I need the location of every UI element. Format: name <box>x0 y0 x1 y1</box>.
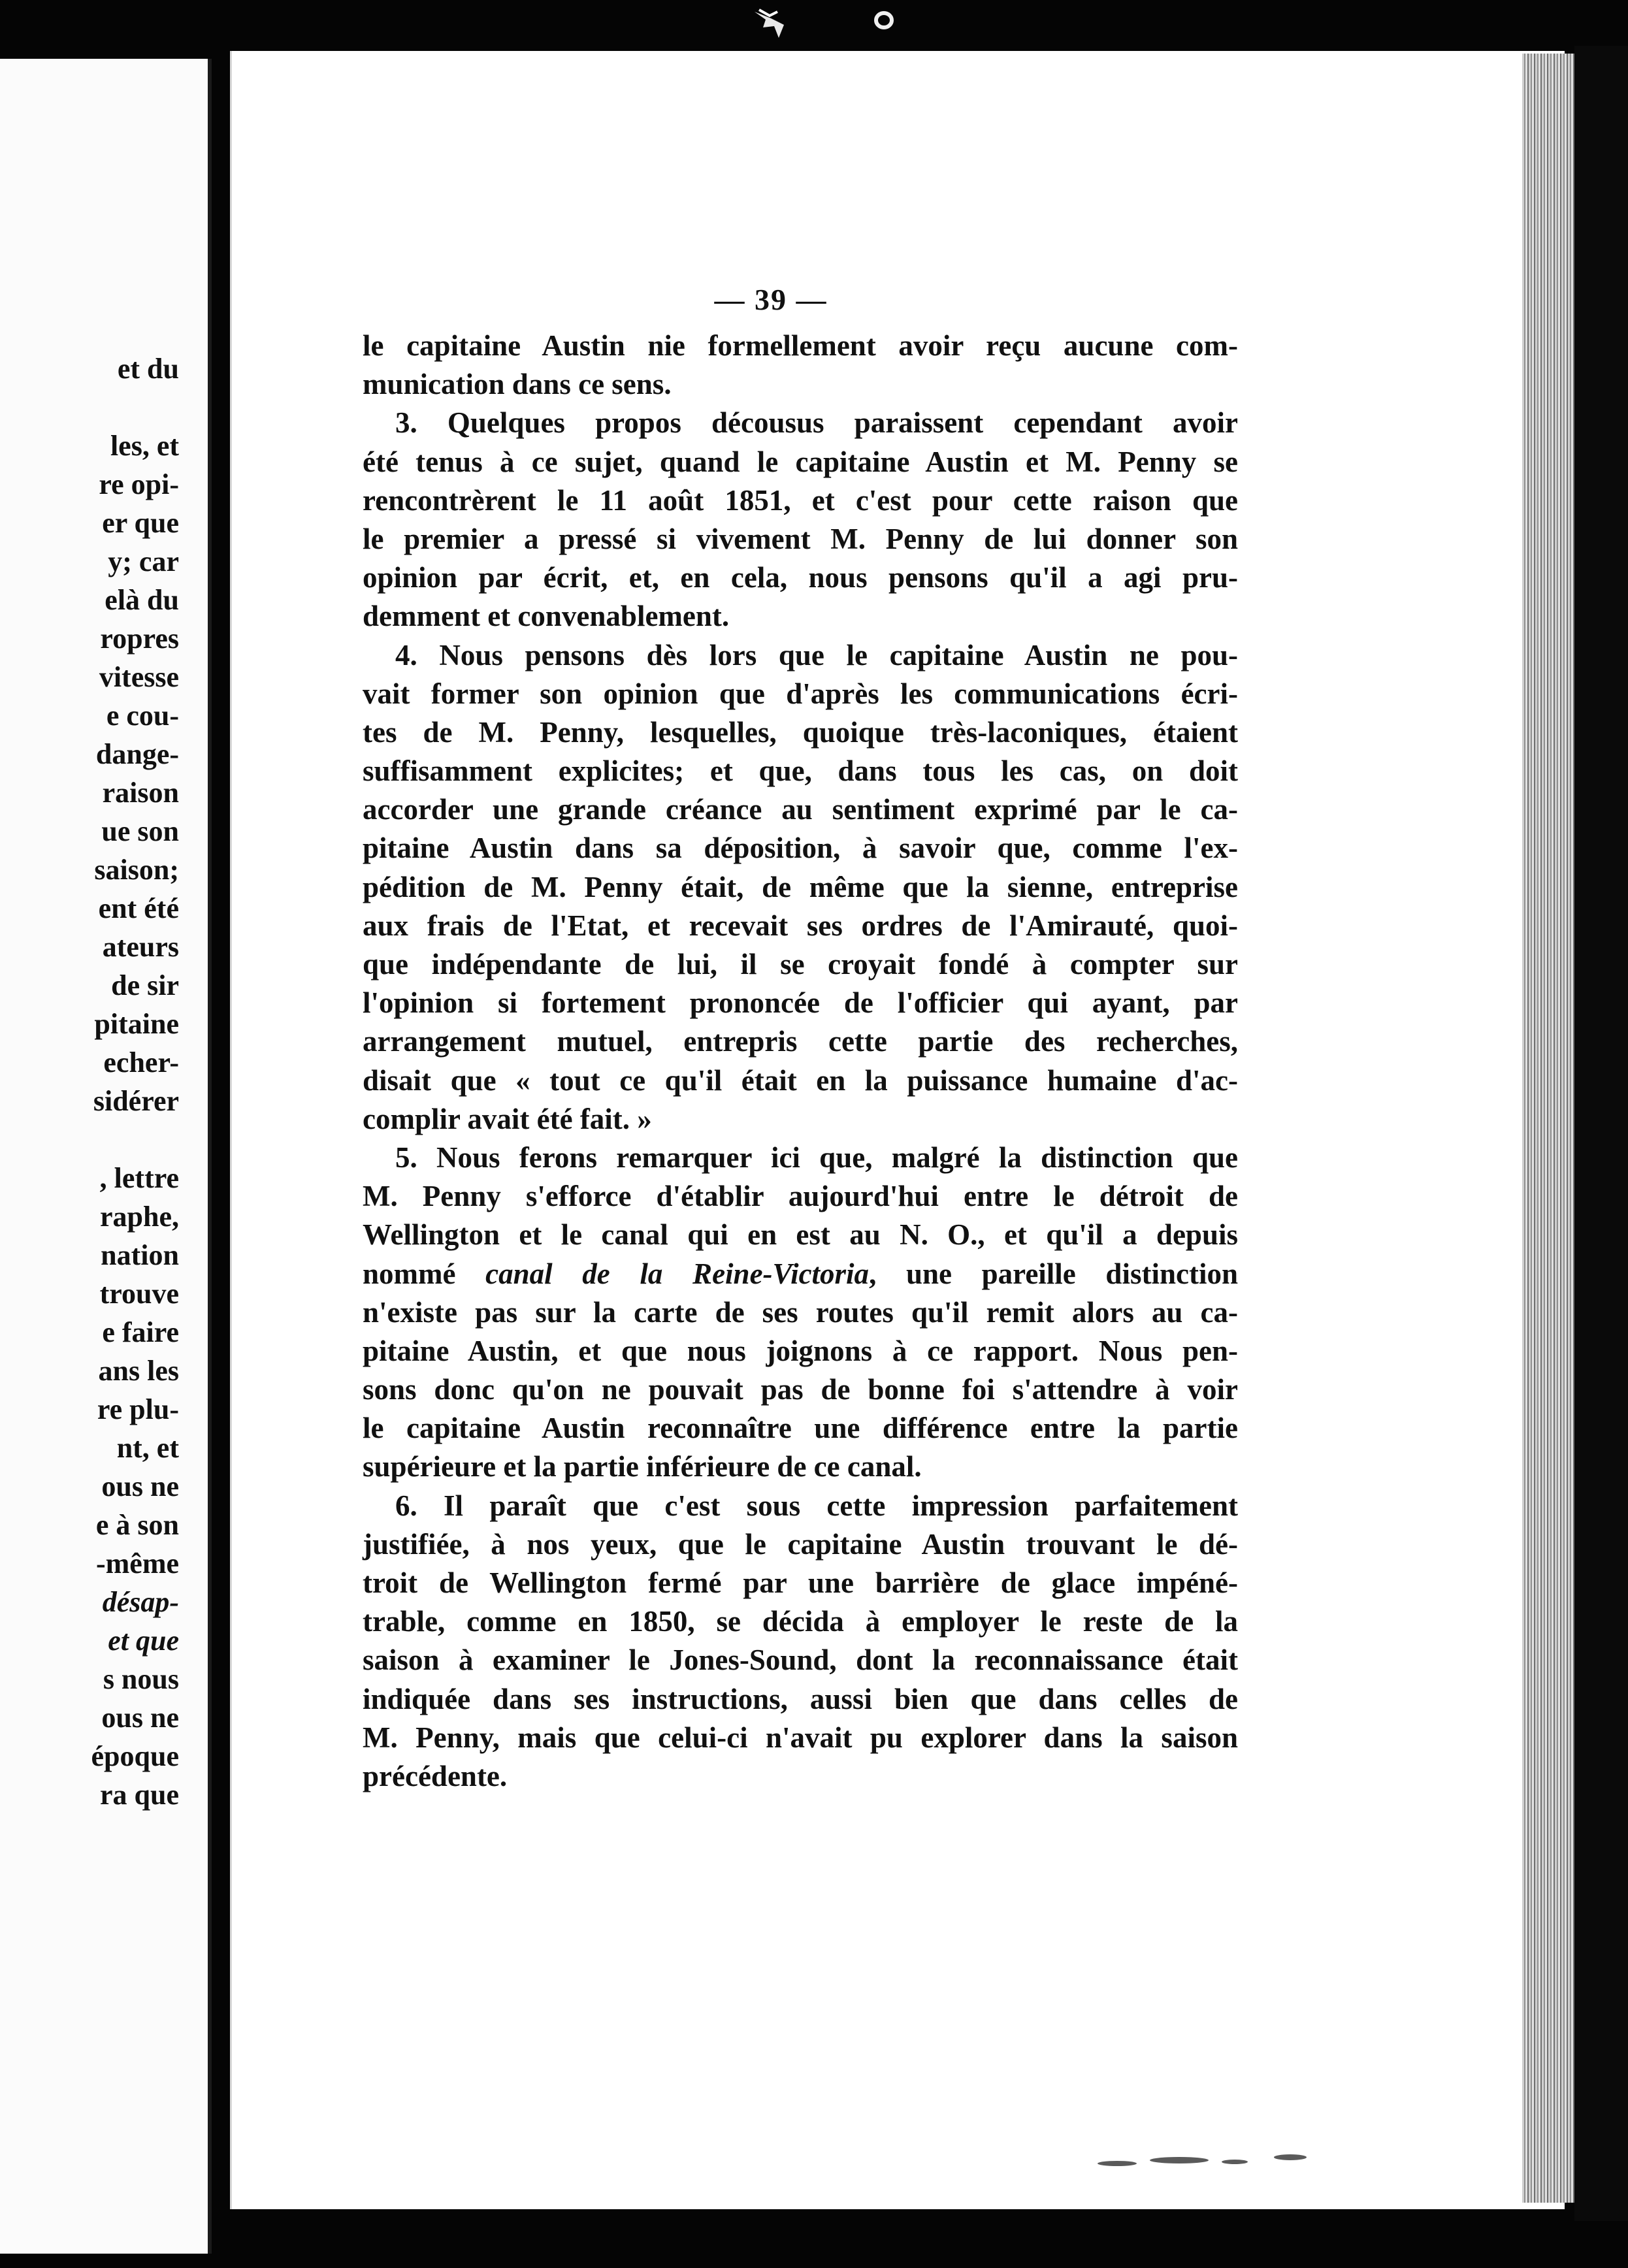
page-body-text <box>363 327 1238 1796</box>
left-page-text <box>0 349 179 1814</box>
text-line: supérieure et la partie inférieure de ce canal. <box>363 1450 922 1483</box>
page-number: — 39 — <box>714 283 828 316</box>
left-line: raphe, <box>100 1201 179 1233</box>
left-line: re plu- <box>97 1393 179 1425</box>
left-line: ous ne <box>101 1702 179 1734</box>
left-line: ue son <box>101 815 179 847</box>
text-line: été tenus à ce sujet, quand le capitaine Austin et M. Penny se <box>363 445 1238 478</box>
text-line: disait que « tout ce qu'il était en la puissance humaine d'ac- <box>363 1063 1238 1097</box>
left-line: nation <box>101 1239 179 1271</box>
text-line: vait former son opinion que d'après les communications écri- <box>363 677 1238 710</box>
left-line <box>0 1120 179 1159</box>
text-line: le premier a pressé si vivement M. Penny de lui donner son <box>363 522 1238 555</box>
text-line: aux frais de l'Etat, et recevait ses ordres de l'Amirauté, quoi- <box>363 909 1238 942</box>
text-line: tes de M. Penny, lesquelles, quoique très-laconiques, étaient <box>363 715 1238 749</box>
text-line: M. Penny, mais que celui-ci n'avait pu explorer dans la saison <box>363 1721 1238 1754</box>
text-line: arrangement mutuel, entrepris cette partie des recherches, <box>363 1025 1238 1058</box>
text-line: l'opinion si fortement prononcée de l'officier qui ayant, par <box>363 986 1238 1020</box>
left-line <box>0 1621 179 1660</box>
left-line: re opi- <box>99 468 179 500</box>
left-line: e cou- <box>106 700 179 732</box>
left-line: ent été <box>98 892 179 924</box>
text-line: justifiée, à nos yeux, que le capitaine Austin trouvant le dé- <box>363 1527 1238 1561</box>
page-block-edge <box>1522 54 1581 2203</box>
text-line: 5. Nous ferons remarquer ici que, malgré la distinction que <box>395 1141 1238 1174</box>
text-line: rencontrèrent le 11 août 1851, et c'est pour cette raison que <box>363 483 1238 517</box>
left-line: nt, et <box>116 1432 179 1464</box>
left-line: raison <box>102 777 179 809</box>
text-line: pitaine Austin dans sa déposition, à savoir que, comme l'ex- <box>363 832 1238 865</box>
text-line: troit de Wellington fermé par une barrière de glace impéné- <box>363 1566 1238 1599</box>
binding-mark <box>751 7 790 42</box>
text-line: Wellington et le canal qui en est au N. O., et qu'il a depuis <box>363 1218 1238 1252</box>
left-line: e à son <box>95 1509 179 1541</box>
text-line: opinion par écrit, et, en cela, nous pensons qu'il a agi pru- <box>363 561 1238 594</box>
left-line: et du <box>117 353 179 385</box>
left-line: s nous <box>103 1663 179 1695</box>
left-line: ropres <box>100 623 179 655</box>
left-line: époque <box>91 1740 179 1772</box>
left-line: er que <box>102 507 179 539</box>
text-line: n'existe pas sur la carte de ses routes qu'il remit alors au ca- <box>363 1295 1238 1329</box>
left-page-fragment <box>0 59 212 2254</box>
text-line: suffisamment explicites; et que, dans tous les cas, on doit <box>363 754 1238 788</box>
text-line: 6. Il paraît que c'est sous cette impression parfaitement <box>395 1489 1238 1522</box>
left-line: dange- <box>95 738 179 770</box>
text-line: 3. Quelques propos décousus paraissent cependant avoir <box>395 406 1238 440</box>
left-line: -même <box>95 1547 179 1580</box>
left-line: de sir <box>111 969 179 1001</box>
left-line: ra que <box>100 1779 179 1811</box>
left-line: y; car <box>108 545 179 577</box>
italic-place-name: canal de la Reine-Victoria <box>485 1257 870 1290</box>
text-line: 4. Nous pensons dès lors que le capitaine Austin ne pou- <box>395 638 1238 672</box>
left-line: ateurs <box>102 931 179 963</box>
text-line: le capitaine Austin reconnaître une différence entre la partie <box>363 1412 1238 1445</box>
text-line: le capitaine Austin nie formellement avoir reçu aucune com- <box>363 329 1238 362</box>
left-line: echer- <box>103 1046 179 1078</box>
text-line: saison à examiner le Jones-Sound, dont la reconnaissance était <box>363 1644 1238 1677</box>
text-line: que indépendante de lui, il se croyait fondé à compter sur <box>363 948 1238 980</box>
bottom-smudge-marks <box>1058 2149 1333 2175</box>
text-line: sons donc qu'on ne pouvait pas de bonne foi s'attendre à voir <box>363 1373 1238 1406</box>
left-line: , lettre <box>99 1162 179 1194</box>
binding-ring-mark <box>872 9 896 31</box>
scan-border <box>1574 46 1628 2221</box>
text-line: munication dans ce sens. <box>363 368 672 401</box>
text-line: indiquée dans ses instructions, aussi bien que dans celles de <box>363 1682 1238 1715</box>
left-line: ous ne <box>101 1470 179 1502</box>
left-line-italic: et que <box>108 1625 179 1657</box>
left-line: les, et <box>110 430 179 462</box>
text-line: précédente. <box>363 1759 508 1792</box>
left-line: trouve <box>99 1278 179 1310</box>
left-line-italic: désap- <box>102 1586 179 1618</box>
text-line: pitaine Austin, et que nous joignons à ce rapport. Nous pen- <box>363 1334 1238 1367</box>
left-line <box>0 388 179 427</box>
left-line: vitesse <box>99 661 179 693</box>
text-line: pédition de M. Penny était, de même que la sienne, entreprise <box>363 870 1238 903</box>
text-line: trable, comme en 1850, se décida à employer le reste de la <box>363 1605 1238 1638</box>
left-line: pitaine <box>94 1008 179 1040</box>
left-line: e faire <box>102 1316 179 1348</box>
text-line: accorder une grande créance au sentiment exprimé par le ca- <box>363 793 1238 826</box>
left-line: saison; <box>94 854 179 886</box>
left-line: ans les <box>98 1355 179 1387</box>
text-line: M. Penny s'efforce d'établir aujourd'hui entre le détroit de <box>363 1180 1238 1213</box>
text-line: demment et convenablement. <box>363 600 730 633</box>
left-line: sidérer <box>93 1085 179 1117</box>
text-line: complir avait été fait. » <box>363 1102 652 1135</box>
text-line: nommé canal de la Reine-Victoria, une pareille distinction <box>363 1257 1238 1290</box>
left-line <box>0 1583 179 1621</box>
left-line: elà du <box>105 584 179 616</box>
